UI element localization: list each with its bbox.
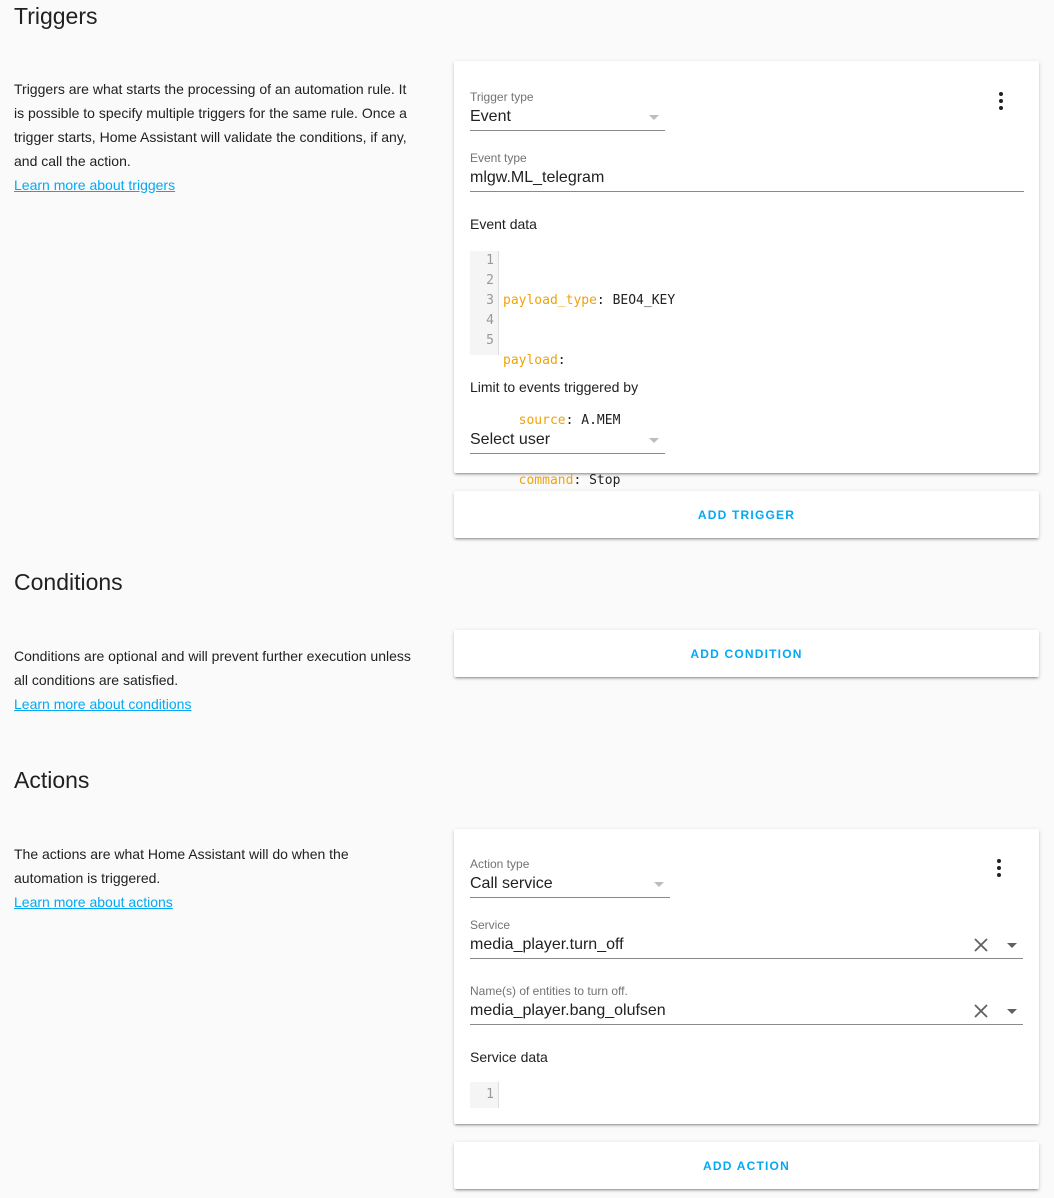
learn-more-conditions-link[interactable]: Learn more about conditions (14, 696, 192, 712)
line-number: 1 (486, 1087, 494, 1102)
yaml-value: : (557, 353, 566, 368)
service-value: media_player.turn_off (470, 936, 624, 953)
action-type-label: Action type (470, 857, 530, 871)
dropdown-caret-icon (649, 438, 659, 443)
learn-more-triggers-link[interactable]: Learn more about triggers (14, 177, 176, 193)
event-type-input[interactable]: mlgw.ML_telegram (470, 168, 1024, 192)
dropdown-caret-icon[interactable] (1007, 943, 1017, 948)
entities-label: Name(s) of entities to turn off. (470, 984, 628, 998)
yaml-value: : Stop (573, 473, 621, 488)
line-number: 5 (486, 333, 494, 348)
select-user-dropdown[interactable] (470, 427, 665, 454)
code-line (503, 291, 675, 311)
triggers-title: Triggers (14, 3, 98, 29)
service-data-editor[interactable] (470, 1082, 1023, 1108)
actions-title: Actions (14, 767, 90, 793)
actions-intro-text: The actions are what Home Assistant will do when the automation is triggered. (14, 846, 349, 886)
triggers-intro-text: Triggers are what starts the processing of an automation rule. It is possible to specify multiple triggers for the same rule. Once a trigger starts, Home Assistant will validate the conditions, if any, and call the action. (14, 81, 407, 169)
triggers-intro (14, 77, 419, 197)
more-vert-icon[interactable] (989, 89, 1013, 113)
select-user-value-wrap[interactable] (470, 430, 665, 454)
trigger-type-value-wrap[interactable] (470, 107, 665, 131)
trigger-type-select[interactable] (470, 90, 665, 131)
event-type-label: Event type (470, 151, 527, 165)
dropdown-caret-icon (654, 882, 664, 887)
line-gutter (470, 251, 499, 355)
limit-events-label: Limit to events triggered by (470, 379, 639, 395)
add-trigger-label: ADD TRIGGER (697, 507, 796, 522)
yaml-key: source (503, 413, 566, 428)
dropdown-caret-icon (649, 115, 659, 120)
event-data-label: Event data (470, 216, 537, 232)
yaml-value: : BEO4_KEY (596, 293, 676, 308)
more-vert-icon[interactable] (987, 856, 1011, 880)
learn-more-actions-link[interactable]: Learn more about actions (14, 894, 173, 910)
line-number: 3 (486, 293, 494, 308)
select-user-value: Select user (470, 431, 551, 448)
action-type-value: Call service (470, 875, 553, 892)
add-action-button[interactable] (454, 1142, 1039, 1189)
line-number: 4 (486, 313, 494, 328)
line-number: 2 (486, 273, 494, 288)
code-line (503, 471, 675, 491)
add-condition-button[interactable] (454, 630, 1039, 677)
entities-value-wrap[interactable] (470, 1001, 1023, 1025)
actions-intro (14, 842, 419, 914)
action-type-select[interactable] (470, 857, 670, 898)
entities-field[interactable] (470, 984, 1023, 1025)
line-number: 1 (486, 253, 494, 268)
trigger-type-value: Event (470, 108, 511, 125)
conditions-title: Conditions (14, 569, 123, 595)
add-condition-label: ADD CONDITION (690, 646, 803, 661)
close-icon[interactable] (971, 1001, 991, 1021)
yaml-key: payload (503, 353, 558, 368)
action-card (454, 829, 1039, 1124)
conditions-intro (14, 644, 419, 716)
yaml-key: payload_type (503, 293, 597, 308)
close-icon[interactable] (971, 935, 991, 955)
line-gutter (470, 1082, 499, 1108)
service-field[interactable] (470, 918, 1023, 959)
conditions-intro-text: Conditions are optional and will prevent further execution unless all conditions are satisfied. (14, 648, 411, 688)
service-label: Service (470, 918, 511, 932)
dropdown-caret-icon[interactable] (1007, 1009, 1017, 1014)
service-data-label: Service data (470, 1049, 548, 1065)
service-value-wrap[interactable] (470, 935, 1023, 959)
code-line (503, 351, 675, 371)
event-type-field[interactable] (470, 151, 1024, 192)
trigger-type-label: Trigger type (470, 90, 534, 104)
add-trigger-button[interactable] (454, 491, 1039, 538)
yaml-key: command (503, 473, 574, 488)
trigger-card (454, 61, 1039, 488)
yaml-value: : A.MEM (565, 413, 621, 428)
action-type-value-wrap[interactable] (470, 874, 670, 898)
entities-value: media_player.bang_olufsen (470, 1002, 666, 1019)
add-action-label: ADD ACTION (703, 1158, 790, 1173)
